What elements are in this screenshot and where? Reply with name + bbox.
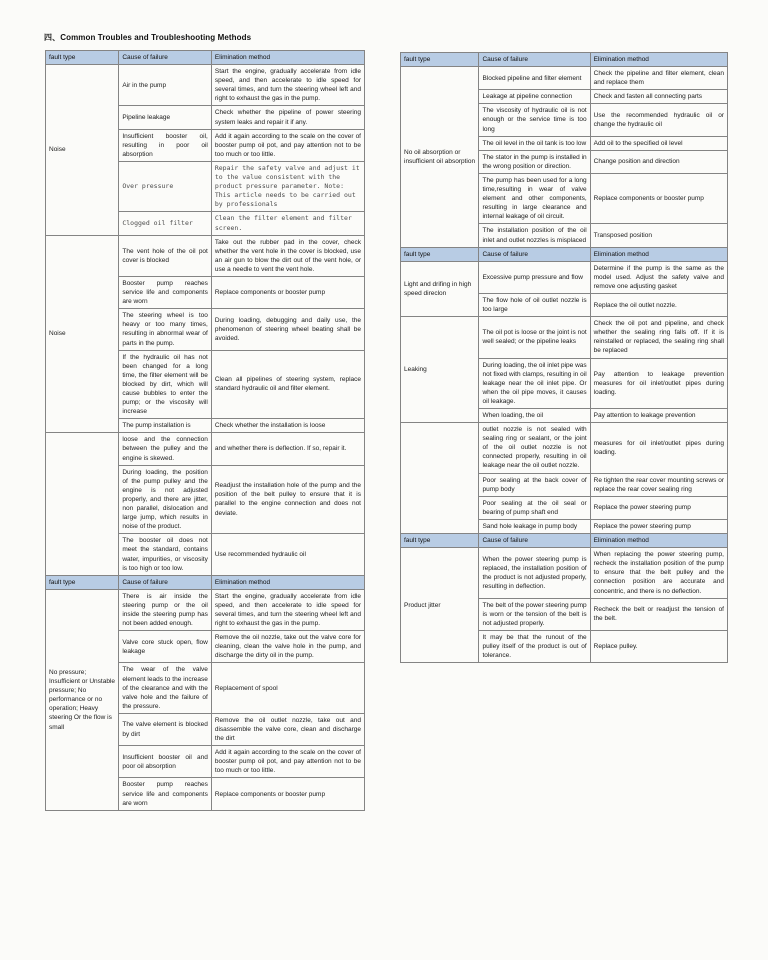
cause-cell: The installation position of the oil inlet and outlet nozzles is misplaced	[479, 224, 590, 247]
fault-type-cell: No oil absorption or insufficient oil absorption	[401, 67, 479, 248]
method-cell: Replace components or booster pump	[590, 173, 727, 223]
method-cell: Replace the oil outlet nozzle.	[590, 293, 727, 316]
cause-cell: Sand hole leakage in pump body	[479, 519, 590, 533]
column-header: Cause of failure	[119, 51, 212, 65]
cause-cell: During loading, the position of the pump pulley and the engine is not adjusted properly, and there are jitter, non parallel, dislocation and large jump, which results in noise of the product.	[119, 465, 212, 534]
method-cell: Add it again according to the scale on the cover of booster pump oil pot, and pay attention not to be too much or too little.	[211, 746, 364, 778]
right-column	[400, 52, 728, 663]
page-title	[44, 32, 251, 43]
cause-cell: There is air inside the steering pump or the oil inside the steering pump has not been added enough.	[119, 589, 212, 630]
method-cell: Determine if the pump is the same as the model used. Adjust the safety valve and remove one adjusting gasket	[590, 261, 727, 293]
cause-cell: loose and the connection between the pulley and the engine is skewed.	[119, 433, 212, 465]
table-header-row	[46, 575, 365, 589]
table-header-row	[401, 53, 728, 67]
method-cell: Clean the filter element and filter screen.	[211, 212, 364, 235]
method-cell: measures for oil inlet/outlet pipes during loading.	[590, 423, 727, 473]
table-row	[46, 589, 365, 630]
cause-cell: Booster pump reaches service life and components are worn	[119, 276, 212, 308]
method-cell: Add oil to the specified oil level	[590, 136, 727, 150]
column-header: fault type	[401, 53, 479, 67]
table-row	[46, 433, 365, 465]
method-cell: Use recommended hydraulic oil	[211, 534, 364, 575]
table-row	[401, 423, 728, 473]
column-header: Elimination method	[590, 247, 727, 261]
column-header: fault type	[46, 575, 119, 589]
method-cell: Remove the oil nozzle, take out the valve core for cleaning, clean the valve hole in the pump, and discharge the dirty oil in the pump.	[211, 631, 364, 663]
cause-cell: Clogged oil filter	[119, 212, 212, 235]
column-header: Elimination method	[211, 51, 364, 65]
fault-type-cell: Leaking	[401, 317, 479, 423]
cause-cell: Booster pump reaches service life and components are worn	[119, 778, 212, 810]
cause-cell: During loading, the oil inlet pipe was not fixed with clamps, resulting in oil leakage near the oil inlet pipe. Or when the oil pipe moves, it causes oil leakage.	[479, 358, 590, 408]
fault-type-cell	[401, 423, 479, 534]
cause-cell: The steering wheel is too heavy or too many times, resulting in abnormal wear of parts in the pump.	[119, 309, 212, 350]
cause-cell: Air in the pump	[119, 65, 212, 106]
cause-cell: The oil pot is loose or the joint is not well sealed; or the pipeline leaks	[479, 317, 590, 358]
column-header: fault type	[46, 51, 119, 65]
fault-type-cell: Noise	[46, 65, 119, 236]
cause-cell: The belt of the power steering pump is worn or the tension of the belt is not adjusted properly.	[479, 598, 590, 630]
table-row	[401, 548, 728, 598]
cause-cell: Pipeline leakage	[119, 106, 212, 129]
cause-cell: The vent hole of the oil pot cover is blocked	[119, 235, 212, 276]
cause-cell: Valve core stuck open, flow leakage	[119, 631, 212, 663]
section-title-text: Common Troubles and Troubleshooting Methods	[60, 33, 252, 42]
method-cell: Add it again according to the scale on the cover of booster pump oil pot, and pay attention not to be too much or too little.	[211, 129, 364, 161]
cause-cell: The flow hole of oil outlet nozzle is too large	[479, 293, 590, 316]
method-cell: Check and fasten all connecting parts	[590, 90, 727, 104]
cause-cell: The pump has been used for a long time,resulting in wear of valve element and other components, resulting in large clearance and internal leakage of oil circuit.	[479, 173, 590, 223]
table-header-row	[46, 51, 365, 65]
fault-type-cell	[46, 433, 119, 575]
method-cell: and whether there is deflection. If so, repair it.	[211, 433, 364, 465]
method-cell: Clean all pipelines of steering system, replace standard hydraulic oil and filter element.	[211, 350, 364, 419]
cause-cell: outlet nozzle is not sealed with sealing ring or sealant, or the joint of the oil outlet nozzle is not connected properly, resulting in oil leakage near the oil outlet nozzle.	[479, 423, 590, 473]
column-header: Elimination method	[590, 53, 727, 67]
method-cell: Start the engine, gradually accelerate from idle speed, and then accelerate to idle speed for several times, and turn the steering wheel left and right to exhaust the gas in the pump.	[211, 589, 364, 630]
method-cell: Check whether the pipeline of power steering system leaks and repair it if any.	[211, 106, 364, 129]
cause-cell: Poor sealing at the oil seal or bearing of pump shaft end	[479, 496, 590, 519]
table-header-row	[401, 534, 728, 548]
cause-cell: The viscosity of hydraulic oil is not enough or the service time is too long	[479, 104, 590, 136]
method-cell: When replacing the power steering pump, recheck the installation position of the pump to ensure that the belt pulley and the connection position are accurate and concentric, and there is no deflection.	[590, 548, 727, 598]
left-column	[45, 50, 365, 811]
cause-cell: Insufficient booster oil, resulting in poor oil absorption	[119, 129, 212, 161]
cause-cell: The stator in the pump is installed in the wrong position or direction.	[479, 150, 590, 173]
method-cell: Check whether the installation is loose	[211, 419, 364, 433]
fault-type-cell: Product jitter	[401, 548, 479, 663]
cause-cell: Over pressure	[119, 161, 212, 211]
fault-type-cell: Noise	[46, 235, 119, 433]
cause-cell: When the power steering pump is replaced, the installation position of the product is not adjusted properly, resulting in deflection.	[479, 548, 590, 598]
cause-cell: When loading, the oil	[479, 409, 590, 423]
table-row	[401, 67, 728, 90]
method-cell: Replace the power steering pump	[590, 519, 727, 533]
method-cell: During loading, debugging and daily use, the phenomenon of steering wheel beating shall be avoided.	[211, 309, 364, 350]
method-cell: Pay attention to leakage prevention measures for oil inlet/outlet pipes during loading.	[590, 358, 727, 408]
method-cell: Check the pipeline and filter element, clean and replace them	[590, 67, 727, 90]
cause-cell: Poor sealing at the back cover of pump body	[479, 473, 590, 496]
column-header: Cause of failure	[119, 575, 212, 589]
cause-cell: The wear of the valve element leads to the increase of the clearance and with the valve hole and the failure of the pressure.	[119, 663, 212, 713]
method-cell: Readjust the installation hole of the pump and the position of the belt pulley to ensure that it is parallel to the engine connection and does not deviate.	[211, 465, 364, 534]
method-cell: Transposed position	[590, 224, 727, 247]
table-row	[46, 65, 365, 106]
table-row	[401, 261, 728, 293]
column-header: Cause of failure	[479, 534, 590, 548]
troubleshooting-table-left	[45, 50, 365, 811]
cause-cell: The valve element is blocked by dirt	[119, 713, 212, 745]
method-cell: Change position and direction	[590, 150, 727, 173]
cause-cell: It may be that the runout of the pulley itself of the product is out of tolerance.	[479, 630, 590, 662]
cause-cell: The oil level in the oil tank is too low	[479, 136, 590, 150]
fault-type-cell: No pressure; Insufficient or Unstable pressure; No performance or no operation; Heavy steering Or the flow is small	[46, 589, 119, 810]
cause-cell: The pump installation is	[119, 419, 212, 433]
method-cell: Replace components or booster pump	[211, 778, 364, 810]
method-cell: Start the engine, gradually accelerate from idle speed, and then accelerate to idle speed for several times, and turn the steering wheel left and right to exhaust the gas in the pump.	[211, 65, 364, 106]
cause-cell: Excessive pump pressure and flow	[479, 261, 590, 293]
method-cell: Remove the oil outlet nozzle, take out and disassemble the valve core, clean and discharge the dirt	[211, 713, 364, 745]
table-row	[46, 235, 365, 276]
cause-cell: The booster oil does not meet the standard, contains water, impurities, or viscosity is too high or too low.	[119, 534, 212, 575]
method-cell: Recheck the belt or readjust the tension of the belt.	[590, 598, 727, 630]
method-cell: Replace pulley.	[590, 630, 727, 662]
method-cell: Take out the rubber pad in the cover, check whether the vent hole in the cover is blocked, use an air gun to blow the dirt out of the vent hole, or use a needle to vent the vent hole.	[211, 235, 364, 276]
method-cell: Use the recommended hydraulic oil or change the hydraulic oil	[590, 104, 727, 136]
cause-cell: If the hydraulic oil has not been changed for a long time, the filter element will be blocked by dirt, which will cause bubbles to enter the pump; or the viscosity will increase	[119, 350, 212, 419]
table-header-row	[401, 247, 728, 261]
cause-cell: Blocked pipeline and filter element	[479, 67, 590, 90]
section-number: 四、	[44, 33, 61, 42]
method-cell: Check the oil pot and pipeline, and check whether the sealing ring falls off. If it is reinstalled or replaced, the sealing ring shall be replaced	[590, 317, 727, 358]
fault-type-cell: Light and drifing in high speed direclon	[401, 261, 479, 316]
method-cell: Replace components or booster pump	[211, 276, 364, 308]
troubleshooting-table-right	[400, 52, 728, 663]
method-cell: Repair the safety valve and adjust it to the value consistent with the product pressure parameter. Note: This article needs to be carried out by professionals	[211, 161, 364, 211]
column-header: Cause of failure	[479, 53, 590, 67]
column-header: fault type	[401, 534, 479, 548]
cause-cell: Leakage at pipeline connection	[479, 90, 590, 104]
cause-cell: Insufficient booster oil and poor oil absorption	[119, 746, 212, 778]
method-cell: Replace the power steering pump	[590, 496, 727, 519]
column-header: Elimination method	[211, 575, 364, 589]
method-cell: Replacement of spool	[211, 663, 364, 713]
column-header: Elimination method	[590, 534, 727, 548]
method-cell: Re tighten the rear cover mounting screws or replace the rear cover sealing ring	[590, 473, 727, 496]
table-row	[401, 317, 728, 358]
column-header: fault type	[401, 247, 479, 261]
method-cell: Pay attention to leakage prevention	[590, 409, 727, 423]
column-header: Cause of failure	[479, 247, 590, 261]
